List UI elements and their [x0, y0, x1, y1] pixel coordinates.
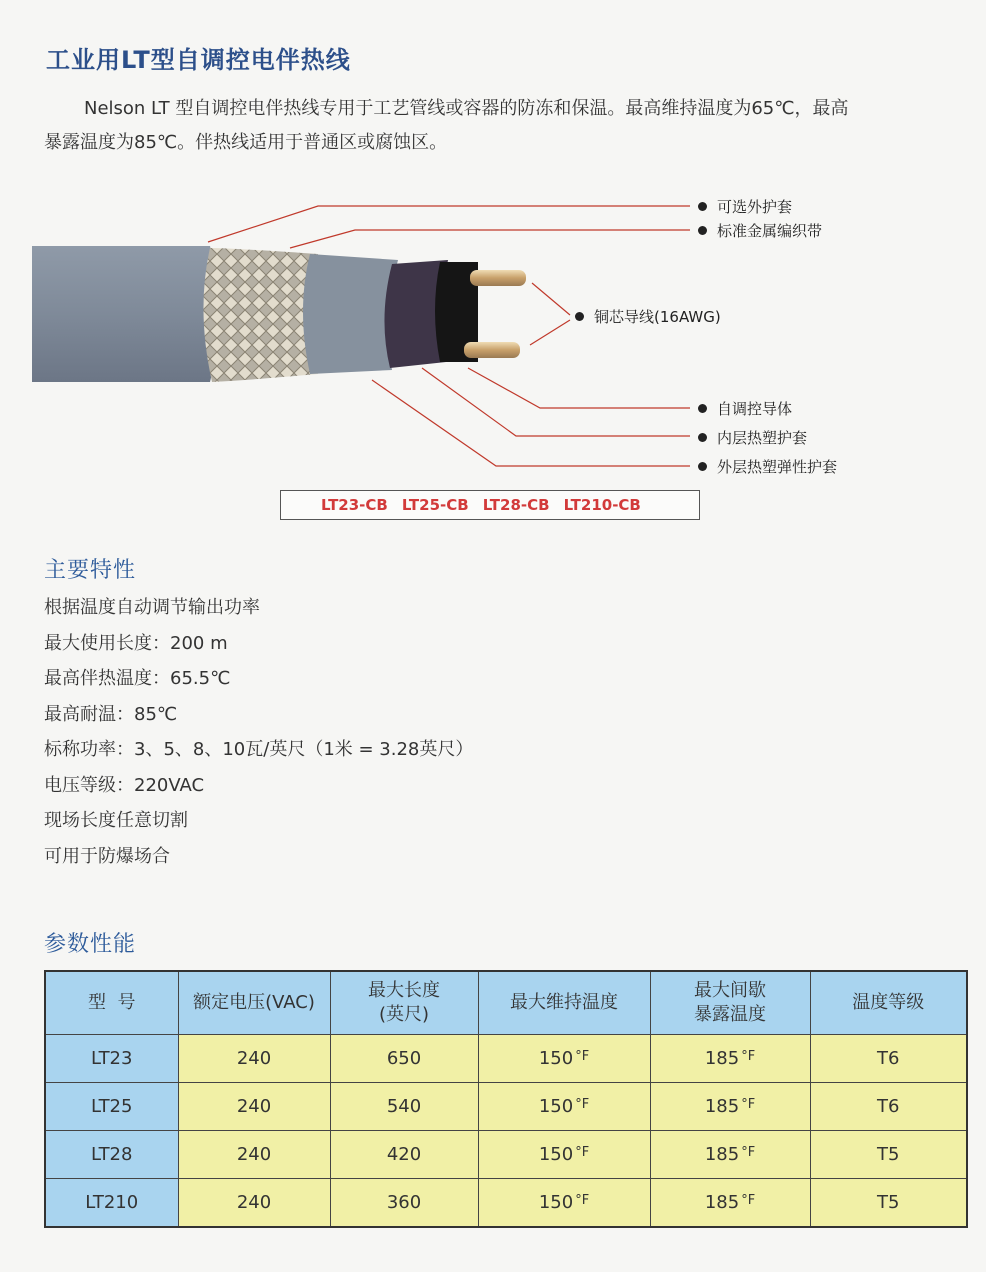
- bullet-icon: [698, 226, 707, 235]
- header-exposure-temp: 最大间歇 暴露温度: [650, 971, 810, 1035]
- cell-temp-class: T5: [810, 1179, 967, 1228]
- cell-temp-class: T5: [810, 1131, 967, 1179]
- cell-exposure-temp: 185 $^{^\circ F}$: [650, 1179, 810, 1228]
- feature-item: 标称功率：3、5、8、10瓦/英尺（1米 = 3.28英尺）: [44, 739, 474, 760]
- unit-label: °F: [741, 1049, 756, 1064]
- cell-model: LT210: [45, 1179, 178, 1228]
- cell-exposure-temp: 185 $^{^\circ F}$: [650, 1083, 810, 1131]
- unit-label: °F: [741, 1145, 756, 1160]
- table-header-row: [45, 971, 967, 1035]
- copper-wire-top: [470, 270, 526, 286]
- feature-item: 可用于防爆场合: [44, 845, 170, 867]
- table-row: [45, 1131, 967, 1179]
- model-label: LT210-CB: [563, 496, 641, 514]
- cell-length: 420: [330, 1131, 478, 1179]
- cell-exposure-temp: 185 $^{^\circ F}$: [650, 1131, 810, 1179]
- feature-item: 最大使用长度：200 m: [44, 632, 228, 654]
- model-label: LT23-CB: [321, 496, 388, 514]
- table-row: [45, 1035, 967, 1083]
- intro-line-2: 暴露温度为85℃。伴热线适用于普通区或腐蚀区。: [44, 132, 448, 153]
- feature-item: 电压等级：220VAC: [44, 774, 205, 796]
- table-row: [45, 1083, 967, 1131]
- header-maintain-temp: 最大维持温度: [478, 971, 650, 1035]
- bullet-icon: [698, 462, 707, 471]
- bullet-icon: [698, 433, 707, 442]
- cell-temp-class: T6: [810, 1083, 967, 1131]
- callout-inner-jacket: 内层热塑护套: [698, 427, 807, 448]
- features-list: [44, 590, 473, 874]
- cell-maintain-temp: 150 $^{^\circ F}$: [478, 1179, 650, 1228]
- cell-maintain-temp: 150 $^{^\circ F}$: [478, 1131, 650, 1179]
- header-temp-class: 温度等级: [810, 971, 967, 1035]
- cell-voltage: 240: [178, 1179, 330, 1228]
- model-list-box: [280, 490, 700, 520]
- cell-maintain-temp: 150 $^{^\circ F}$: [478, 1083, 650, 1131]
- feature-item: 现场长度任意切割: [44, 810, 188, 831]
- intro-line-1: Nelson LT 型自调控电伴热线专用于工艺管线或容器的防冻和保温。最高维持温度为65℃，最高: [84, 98, 849, 119]
- unit-label: °F: [741, 1097, 756, 1112]
- feature-item: 根据温度自动调节输出功率: [44, 597, 260, 618]
- inner-jacket-shape: [303, 254, 398, 374]
- cell-voltage: 240: [178, 1035, 330, 1083]
- bullet-icon: [698, 202, 707, 211]
- unit-label: °F: [741, 1193, 756, 1208]
- copper-wire-bottom: [464, 342, 520, 358]
- braid-shape: [203, 248, 318, 382]
- model-label: LT28-CB: [482, 496, 550, 514]
- bullet-icon: [575, 312, 584, 321]
- outer-jacket-shape: [32, 246, 219, 382]
- cell-maintain-temp: 150 $^{^\circ F}$: [478, 1035, 650, 1083]
- cell-length: 650: [330, 1035, 478, 1083]
- table-row: [45, 1179, 967, 1228]
- specs-heading: 参数性能: [44, 932, 137, 957]
- intro-paragraph: [44, 92, 974, 160]
- unit-label: °F: [575, 1097, 590, 1112]
- cell-model: LT28: [45, 1131, 178, 1179]
- cable-diagram: [0, 170, 986, 490]
- feature-item: 最高伴热温度：65.5℃: [44, 668, 231, 689]
- callout-core: 自调控导体: [698, 398, 792, 419]
- cell-voltage: 240: [178, 1131, 330, 1179]
- page-title: 工业用LT型自调控电伴热线: [46, 46, 351, 74]
- cell-exposure-temp: 185 $^{^\circ F}$: [650, 1035, 810, 1083]
- cell-model: LT23: [45, 1035, 178, 1083]
- features-heading: 主要特性: [44, 558, 137, 583]
- unit-label: °F: [575, 1049, 590, 1064]
- model-label: LT25-CB: [401, 496, 469, 514]
- cell-voltage: 240: [178, 1083, 330, 1131]
- cell-model: LT25: [45, 1083, 178, 1131]
- header-voltage: 额定电压(VAC): [178, 971, 330, 1035]
- unit-label: °F: [575, 1145, 590, 1160]
- callout-braid: 标准金属编织带: [698, 220, 822, 241]
- callout-outer-elastic-jacket: 外层热塑弹性护套: [698, 456, 837, 477]
- feature-item: 最高耐温：85℃: [44, 703, 178, 725]
- callout-outer-jacket: 可选外护套: [698, 196, 792, 217]
- cell-temp-class: T6: [810, 1035, 967, 1083]
- bullet-icon: [698, 404, 707, 413]
- cell-length: 360: [330, 1179, 478, 1228]
- callout-conductor: 铜芯导线(16AWG): [575, 306, 721, 327]
- header-model: 型 号: [45, 971, 178, 1035]
- cell-length: 540: [330, 1083, 478, 1131]
- unit-label: °F: [575, 1193, 590, 1208]
- header-length: 最大长度 (英尺): [330, 971, 478, 1035]
- spec-table: [44, 970, 968, 1228]
